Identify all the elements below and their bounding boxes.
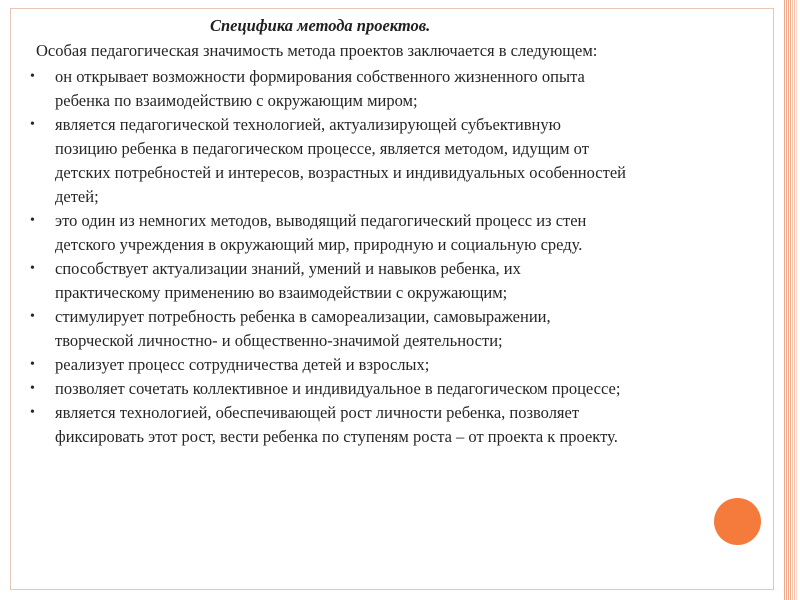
bullet-list <box>30 65 760 449</box>
decor-stripe <box>794 0 795 600</box>
slide-title: Специфика метода проектов. <box>210 16 431 35</box>
decor-circle <box>714 498 761 545</box>
bullet-item <box>30 65 760 113</box>
bullet-line: практическому применению во взаимодействии с окружающим; <box>55 283 508 302</box>
bullet-marker: • <box>30 309 35 324</box>
bullet-line: он открывает возможности формирования собственного жизненного опыта <box>55 67 585 86</box>
decor-stripe <box>792 0 793 600</box>
decor-stripe <box>796 0 797 600</box>
bullet-item <box>30 353 760 377</box>
bullet-line: фиксировать этот рост, вести ребенка по ступеням роста – от проекта к проекту. <box>55 427 618 446</box>
decor-stripe <box>784 0 785 600</box>
bullet-line: способствует актуализации знаний, умений и навыков ребенка, их <box>55 259 521 278</box>
decor-stripe <box>788 0 789 600</box>
bullet-line: детских потребностей и интересов, возрастных и индивидуальных особенностей <box>55 163 626 182</box>
bullet-line: ребенка по взаимодействию с окружающим миром; <box>55 91 418 110</box>
bullet-line: детского учреждения в окружающий мир, природную и социальную среду. <box>55 235 583 254</box>
decor-stripe <box>786 0 787 600</box>
bullet-item <box>30 209 760 257</box>
bullet-marker: • <box>30 117 35 132</box>
bullet-line: позволяет сочетать коллективное и индивидуальное в педагогическом процессе; <box>55 379 621 398</box>
intro-text: Особая педагогическая значимость метода проектов заключается в следующем: <box>36 41 598 60</box>
bullet-item <box>30 113 760 209</box>
bullet-marker: • <box>30 405 35 420</box>
bullet-item <box>30 257 760 305</box>
bullet-line: является технологией, обеспечивающей рост личности ребенка, позволяет <box>55 403 580 422</box>
bullet-line: позицию ребенка в педагогическом процессе, является методом, идущим от <box>55 139 589 158</box>
bullet-line: стимулирует потребность ребенка в самореализации, самовыражении, <box>55 307 551 326</box>
bullet-item <box>30 305 760 353</box>
bullet-line: реализует процесс сотрудничества детей и взрослых; <box>55 355 430 374</box>
bullet-line: детей; <box>55 187 99 206</box>
bullet-item <box>30 377 760 401</box>
bullet-line: это один из немногих методов, выводящий педагогический процесс из стен <box>55 211 587 230</box>
bullet-line: творческой личностно- и общественно-значимой деятельности; <box>55 331 503 350</box>
bullet-marker: • <box>30 381 35 396</box>
decor-stripe <box>790 0 791 600</box>
bullet-line: является педагогической технологией, актуализирующей субъективную <box>55 115 561 134</box>
bullet-marker: • <box>30 69 35 84</box>
bullet-item <box>30 401 760 449</box>
bullet-marker: • <box>30 213 35 228</box>
bullet-marker: • <box>30 261 35 276</box>
bullet-marker: • <box>30 357 35 372</box>
